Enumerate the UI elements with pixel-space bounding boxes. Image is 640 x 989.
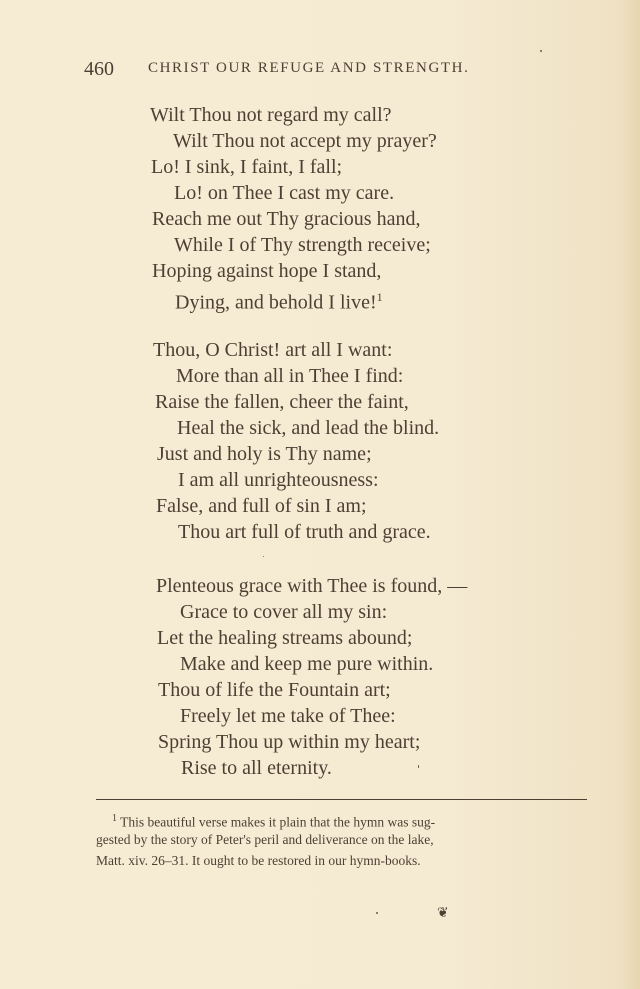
- footnote-text: This beautiful verse makes it plain that the hymn was sug-: [120, 814, 436, 830]
- verse-line: Heal the sick, and lead the blind.: [177, 417, 440, 439]
- footnote-line: Matt. xiv. 26–31. It ought to be restored in our hymn-books.: [96, 853, 421, 868]
- verse-line: Thou, O Christ! art all I want:: [153, 339, 393, 361]
- verse-line: Reach me out Thy gracious hand,: [152, 208, 421, 230]
- verse-line: Plenteous grace with Thee is found, —: [156, 575, 468, 597]
- verse-line: Raise the fallen, cheer the faint,: [155, 391, 409, 413]
- paper-speck: [418, 765, 419, 768]
- verse-text: Dying, and behold I live!: [175, 291, 377, 314]
- running-title: CHRIST OUR REFUGE AND STRENGTH.: [148, 60, 470, 76]
- verse-line: Wilt Thou not regard my call?: [150, 104, 392, 126]
- verse-line: Just and holy is Thy name;: [157, 443, 372, 465]
- footnote-marker: 1: [376, 290, 383, 304]
- verse-line: Lo! I sink, I faint, I fall;: [151, 156, 343, 178]
- verse-line: While I of Thy strength receive;: [174, 234, 431, 256]
- paper-speck: [263, 556, 264, 557]
- footnote-rule: [96, 799, 587, 800]
- paper-speck: [376, 912, 378, 914]
- verse-line: Lo! on Thee I cast my care.: [174, 182, 395, 204]
- footnote-line: gested by the story of Peter's peril and deliverance on the lake,: [96, 832, 434, 847]
- verse-line: Rise to all eternity.: [181, 757, 332, 779]
- footnote-marker: 1: [112, 813, 117, 824]
- verse-line: Freely let me take of Thee:: [180, 705, 396, 727]
- verse-line: Make and keep me pure within.: [180, 653, 434, 675]
- verse-line: I am all unrighteousness:: [178, 469, 379, 491]
- verse-line-with-footnote: [175, 285, 383, 315]
- verse-line: Grace to cover all my sin:: [180, 601, 388, 623]
- verse-line: Spring Thou up within my heart;: [158, 731, 421, 753]
- verse-line: Thou art full of truth and grace.: [178, 521, 431, 543]
- ornament-icon: ❦: [437, 906, 449, 921]
- verse-line: Wilt Thou not accept my prayer?: [173, 130, 437, 152]
- paper-speck: [540, 50, 542, 52]
- verse-line: False, and full of sin I am;: [156, 495, 367, 517]
- page-number: 460: [84, 58, 114, 80]
- verse-line: Thou of life the Fountain art;: [158, 679, 391, 701]
- verse-line: Let the healing streams abound;: [157, 627, 413, 649]
- verse-line: More than all in Thee I find:: [176, 365, 404, 387]
- verse-line: Hoping against hope I stand,: [152, 260, 382, 282]
